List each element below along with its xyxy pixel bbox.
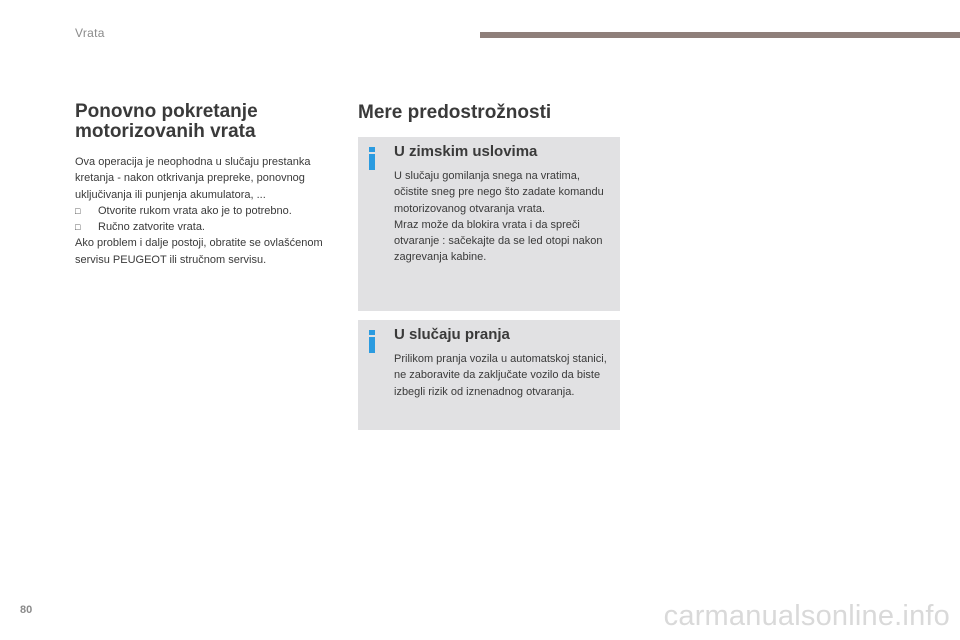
bullet-item bbox=[75, 219, 325, 235]
washing-text-1: Prilikom pranja vozila u automatskoj stanici, ne zaboravite da zaključate vozilo da biste izbegli rizik od iznenadnog otvaranja. bbox=[394, 353, 607, 398]
restart-section bbox=[75, 102, 325, 268]
restart-heading bbox=[75, 102, 325, 142]
washing-box-title: U slučaju pranja bbox=[394, 326, 510, 343]
restart-body bbox=[75, 154, 325, 268]
watermark: carmanualsonline.info bbox=[663, 600, 950, 632]
checkbox-bullet-icon: □ bbox=[75, 222, 81, 233]
restart-heading-line1: Ponovno pokretanje bbox=[75, 101, 258, 122]
section-title: Vrata bbox=[75, 26, 105, 40]
winter-text-2: Mraz može da blokira vrata i da spreči otvaranje : sačekajte da se led otopi nakon zagrevanja kabine. bbox=[394, 218, 603, 264]
info-icon bbox=[367, 147, 379, 171]
winter-box-text bbox=[394, 168, 610, 266]
bullet-text: Otvorite rukom vrata ako je to potrebno. bbox=[98, 204, 292, 217]
winter-text-1: U slučaju gomilanja snega na vratima, očistite sneg pre nego što zadate komandu motorizovanog otvaranja vrata. bbox=[394, 170, 604, 215]
washing-box-text bbox=[394, 351, 610, 400]
page-number: 80 bbox=[20, 604, 33, 616]
winter-box-title: U zimskim uslovima bbox=[394, 143, 538, 160]
restart-intro: Ova operacija je neophodna u slučaju prestanka kretanja - nakon otkrivanja prepreke, ponovnog uključivanja ili punjenja akumulatora, ... bbox=[75, 156, 311, 201]
restart-outro: Ako problem i dalje postoji, obratite se ovlašćenom servisu PEUGEOT ili stručnom servisu. bbox=[75, 237, 323, 266]
precautions-heading: Mere predostrožnosti bbox=[358, 102, 552, 123]
bullet-text: Ručno zatvorite vrata. bbox=[98, 221, 205, 234]
info-icon bbox=[367, 330, 379, 354]
winter-info-box bbox=[358, 137, 620, 311]
restart-heading-line2: motorizovanih vrata bbox=[75, 121, 256, 142]
header-bar bbox=[480, 32, 960, 38]
washing-info-box bbox=[358, 320, 620, 430]
checkbox-bullet-icon: □ bbox=[75, 205, 81, 216]
bullet-item bbox=[75, 203, 325, 219]
